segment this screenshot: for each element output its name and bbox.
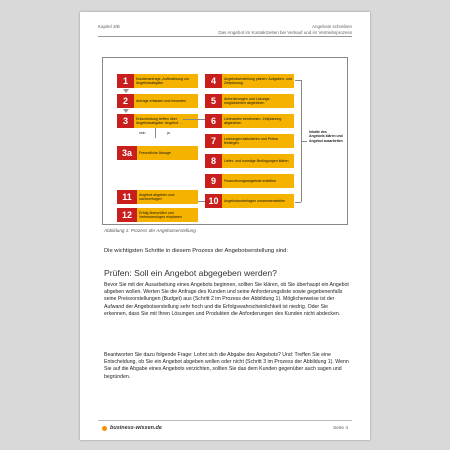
step-label: Kundenanfrage, Aufforderung zur Angebotsabgabe (134, 74, 198, 88)
step-label: Anfrage erfassen und bewerten (134, 94, 198, 108)
step-number: 11 (117, 190, 137, 204)
header-divider (98, 36, 352, 37)
step-number: 4 (205, 74, 222, 88)
step-3a (117, 146, 198, 160)
header-chapter: Kapitel 3/B (98, 24, 120, 29)
step-label: Anforderungen und Lösungs-möglichkeiten abgleichen (222, 94, 294, 108)
figure-caption: Abbildung 1: Prozess der Angebotserstellung (104, 228, 196, 233)
step-label: Angebotserstellung planen: Aufgaben- und Zeitplanung (222, 74, 294, 88)
step-label: Angebotsunterlagen zusammenstellen (222, 194, 294, 208)
step-label: Erfolg überprüfen und Verbesserungen einplanen (137, 208, 198, 222)
step-5 (205, 94, 294, 108)
step-7 (205, 134, 294, 148)
step-number: 12 (117, 208, 137, 222)
step-label: Liefer- und sonstige Bedingungen klären (222, 154, 294, 168)
step-label: Leistungen kalkulieren und Preise festlegen (222, 134, 294, 148)
header-subtitle: Das Angebot im Kontaktzeiten bei Verkauf und im Vertriebsprozess (218, 30, 352, 35)
step-label: Finanzierungsangebote erstellen (222, 174, 294, 188)
step-12 (117, 208, 198, 222)
step-4 (205, 74, 294, 88)
step-number: 3 (117, 114, 134, 128)
footer-divider (98, 420, 352, 421)
section-heading: Prüfen: Soll ein Angebot abgegeben werden? (104, 268, 277, 278)
step-number: 9 (205, 174, 222, 188)
step-label: Freundliche Absage (137, 146, 198, 160)
step-number: 8 (205, 154, 222, 168)
step-label: Lieferanten bestimmen, Zeitplanung abgleichen (222, 114, 294, 128)
connector-to-step-4 (183, 119, 205, 120)
process-diagram (102, 57, 348, 225)
step-label: Entscheidung treffen über Angebotsabgabe: Angebot … (134, 114, 198, 128)
footer-logo (102, 425, 162, 431)
step-8 (205, 154, 294, 168)
step-number: 10 (205, 194, 222, 208)
branch-connector (155, 128, 156, 138)
branch-no-label: nein (139, 131, 146, 135)
step-1 (117, 74, 198, 88)
logo-dot-icon (102, 426, 107, 431)
step-11 (117, 190, 198, 204)
step-3 (117, 114, 198, 128)
step-number: 3a (117, 146, 137, 160)
intro-text: Die wichtigsten Schritte in diesem Prozess der Angebotserstellung sind: (104, 248, 288, 254)
step-10 (205, 194, 294, 208)
paragraph: Beantworten Sie dazu folgende Frage: Lohnt sich die Abgabe des Angebots? Und: Treffen Sie eine Entscheidung, ob Sie ein Angebot abgeben wollen oder nicht (Schritt 3 im Prozess der Abbildung 1). Wenn Sie auf die Abgabe eines Angebots verzichten, sollten Sie das dem Kunden gegenüber auch sagen und begründen. (104, 352, 349, 380)
step-number: 7 (205, 134, 222, 148)
side-note: Inhalte des Angebots klären und Angebot ausarbeiten (309, 130, 343, 143)
step-6 (205, 114, 294, 128)
step-9 (205, 174, 294, 188)
step-2 (117, 94, 198, 108)
document-page (80, 12, 370, 440)
branch-yes-label: ja (167, 131, 170, 135)
logo-text: business-wissen.de (110, 425, 162, 431)
step-number: 5 (205, 94, 222, 108)
step-number: 6 (205, 114, 222, 128)
arrow-down-icon (123, 109, 129, 113)
bracket-bottom (295, 202, 301, 203)
paragraph: Bevor Sie mit der Ausarbeitung eines Angebots beginnen, sollten Sie klären, ob Sie überhaupt ein Angebot abgeben wollen. Werten Sie die Anfrage des Kunden und seine Anforderungsliste sowie gegebenenfalls seine Preisvorstellungen (Budget) aus (Schritt 2 im Prozess der Abbildung 1). Möglicherweise ist der Aufwand der Angebotserstellung sehr hoch und die Erfolgswahrscheinlichkeit ist niedrig. Oder Sie erkennen, dass Sie mit Ihren Lösungen und Produkten die Anforderungen des Kunden nicht abdecken. (104, 282, 349, 317)
header-title: Angebote schreiben (311, 24, 352, 29)
page-number: Seite 4 (333, 426, 348, 431)
bracket-top (295, 80, 301, 81)
step-number: 2 (117, 94, 134, 108)
step-number: 1 (117, 74, 134, 88)
bracket-mid (301, 141, 307, 142)
step-label: Angebot abgeben und nachverfolgen (137, 190, 198, 204)
arrow-down-icon (123, 89, 129, 93)
